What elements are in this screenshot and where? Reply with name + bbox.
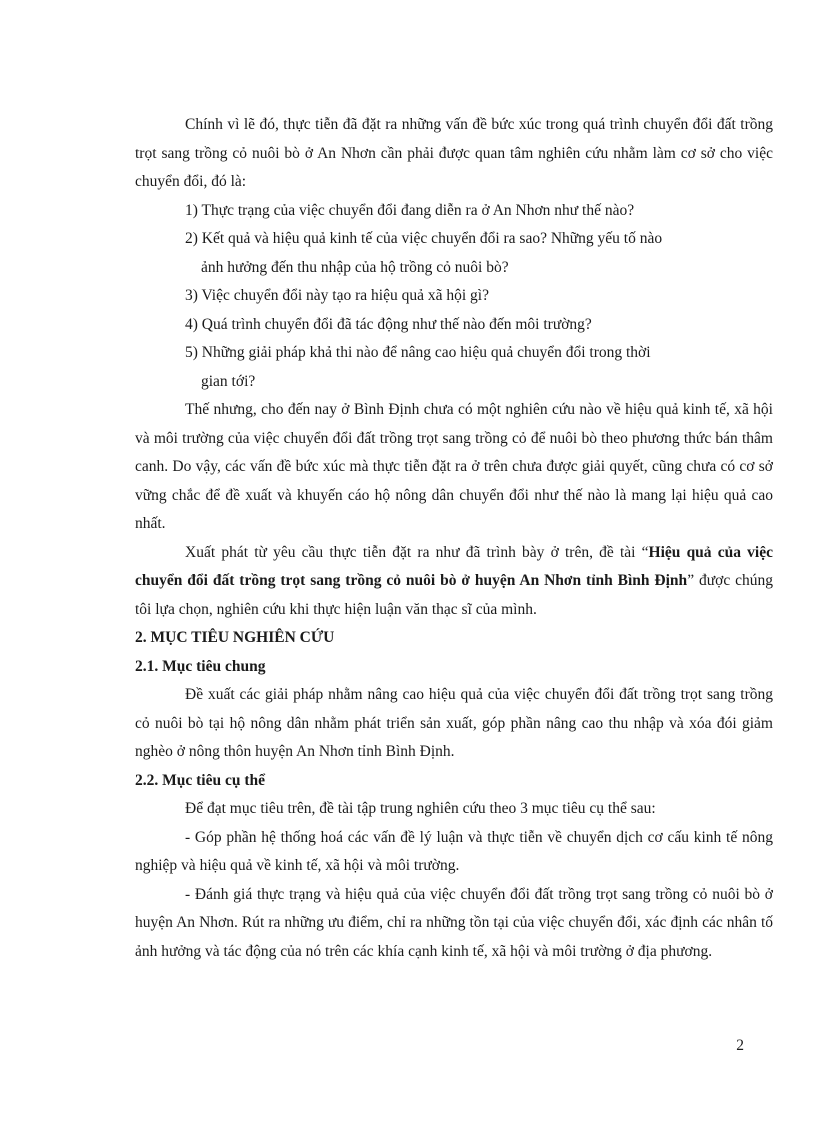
- paragraph-thesis-topic: [135, 539, 773, 625]
- objective-bullet-2: - Đánh giá thực trạng và hiệu quả của việc chuyển đổi đất trồng trọt sang trồng cỏ nuôi bò ở huyện An Nhơn. Rút ra những ưu điểm, chỉ ra những tồn tại của việc chuyển đổi, xác định các nhân tố ảnh hưởng và tác động của nó trên các khía cạnh kinh tế, xã hội và môi trường ở địa phương.: [135, 885, 773, 960]
- section-heading-2-1: 2.1. Mục tiêu chung: [135, 657, 266, 675]
- section-heading-2: 2. MỤC TIÊU NGHIÊN CỨU: [135, 629, 335, 646]
- page-number: 2: [736, 1037, 744, 1054]
- question-5: [135, 339, 773, 396]
- paragraph-specific-intro: Để đạt mục tiêu trên, đề tài tập trung nghiên cứu theo 3 mục tiêu cụ thể sau:: [185, 800, 656, 817]
- question-2-line-2: ảnh hưởng đến thu nhập của hộ trồng cỏ nuôi bò?: [201, 258, 509, 276]
- objective-bullet-1: - Góp phần hệ thống hoá các vấn đề lý luận và thực tiễn về chuyển dịch cơ cấu kinh tế nông nghiệp và hiệu quả về kinh tế, xã hội và môi trường.: [135, 828, 773, 874]
- section-heading-2-2: 2.2. Mục tiêu cụ thể: [135, 771, 266, 789]
- question-5-line-2: gian tới?: [201, 372, 256, 390]
- paragraph-general-objective: Đề xuất các giải pháp nhằm nâng cao hiệu quả của việc chuyển đổi đất trồng trọt sang trồng cỏ nuôi bò tại hộ nông dân nhằm phát triển sản xuất, góp phần nâng cao thu nhập và xóa đói giảm nghèo ở nông thôn huyện An Nhơn tỉnh Bình Định.: [135, 686, 773, 760]
- topic-intro-text: Xuất phát từ yêu cầu thực tiễn đặt ra như đã trình bày ở trên, đề tài “: [185, 543, 649, 561]
- question-1: 1) Thực trạng của việc chuyển đổi đang diễn ra ở An Nhơn như thế nào?: [185, 201, 635, 219]
- question-5-line-1: 5) Những giải pháp khả thi nào để nâng cao hiệu quả chuyển đổi trong thời: [185, 344, 651, 361]
- question-2: [135, 225, 773, 282]
- question-3: 3) Việc chuyển đổi này tạo ra hiệu quả xã hội gì?: [185, 287, 489, 304]
- page-content: [135, 111, 773, 966]
- thesis-title: Hiệu quả của việc chuyển đổi đất trồng trọt sang trồng cỏ nuôi bò ở huyện An Nhơn tỉnh Bình Định: [135, 543, 773, 589]
- topic-outro-text: ” được chúng tôi lựa chọn, nghiên cứu khi thực hiện luận văn thạc sĩ của mình.: [135, 572, 773, 618]
- question-4: 4) Quá trình chuyển đổi đã tác động như thế nào đến môi trường?: [185, 315, 592, 333]
- question-2-line-1: 2) Kết quả và hiệu quả kinh tế của việc chuyển đổi ra sao? Những yếu tố nào: [185, 230, 663, 247]
- paragraph-intro: Chính vì lẽ đó, thực tiễn đã đặt ra những vấn đề bức xúc trong quá trình chuyển đổi đất trồng trọt sang trồng cỏ nuôi bò ở An Nhơn cần phải được quan tâm nghiên cứu nhằm làm cơ sở cho việc chuyển đổi, đó là:: [135, 116, 773, 190]
- paragraph-research-gap: Thế nhưng, cho đến nay ở Bình Định chưa có một nghiên cứu nào về hiệu quả kinh tế, xã hội và môi trường của việc chuyển đổi đất trồng trọt sang trồng cỏ để nuôi bò theo phương thức bán thâm canh. Do vậy, các vấn đề bức xúc mà thực tiễn đặt ra ở trên chưa được giải quyết, cũng chưa có cơ sở vững chắc để đề xuất và khuyến cáo hộ nông dân chuyển đổi như thế nào là mang lại hiệu quả cao nhất.: [135, 401, 773, 532]
